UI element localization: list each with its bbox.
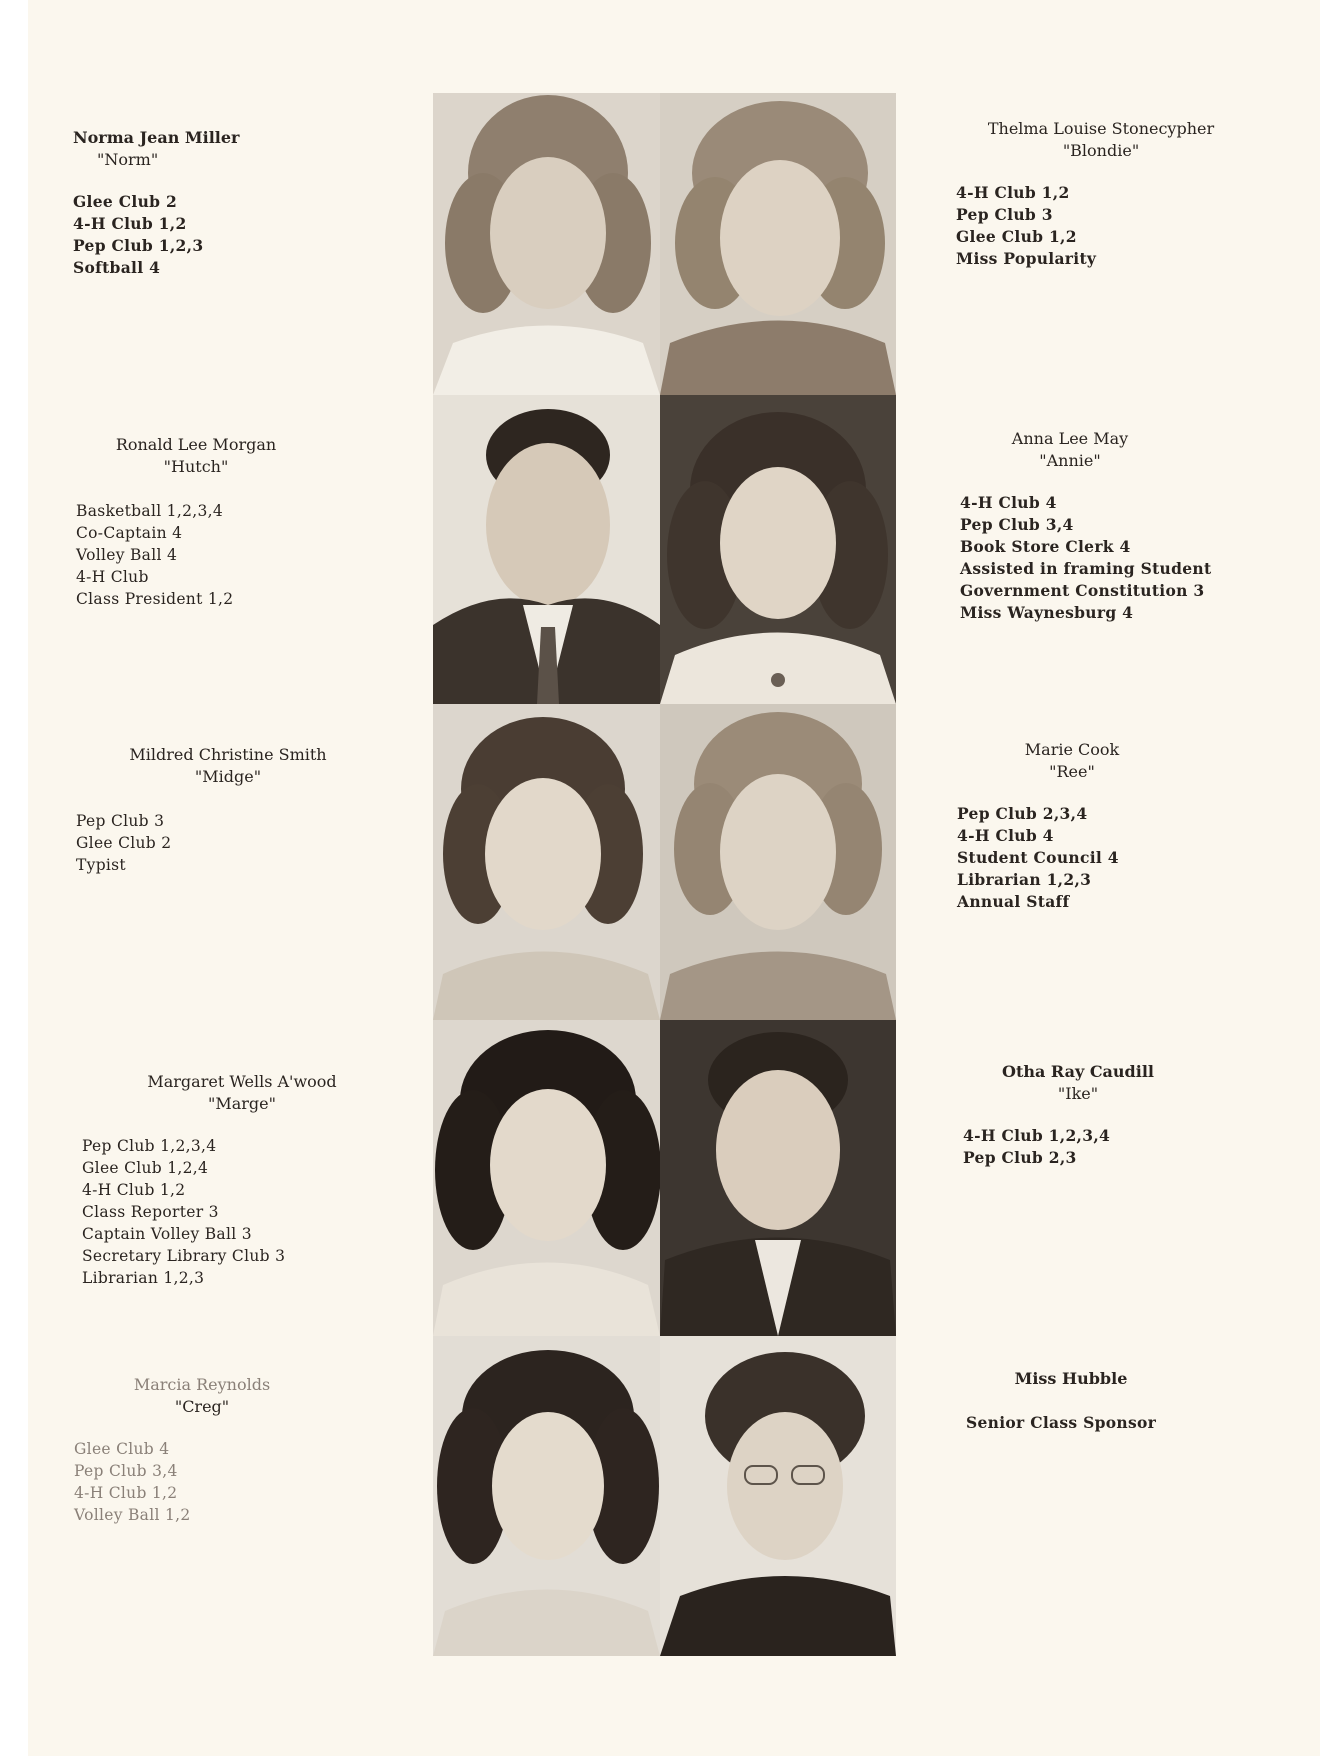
student-entry-marcia	[74, 1374, 414, 1526]
activity-item: Miss Popularity	[956, 249, 1097, 268]
activity-item: Class President 1,2	[76, 590, 234, 608]
activity-item: Captain Volley Ball 3	[82, 1225, 252, 1243]
portrait-photo-otha	[660, 1020, 896, 1336]
student-name: Margaret Wells A'wood	[147, 1072, 337, 1091]
student-entry-margaret	[82, 1071, 422, 1289]
student-name: Marcia Reynolds	[133, 1375, 271, 1394]
activity-list	[960, 492, 1300, 624]
activity-item: Softball 4	[73, 258, 161, 277]
activity-item: 4-H Club 1,2	[73, 214, 187, 233]
activity-list	[74, 1438, 414, 1526]
activity-item: Glee Club 2	[73, 192, 178, 211]
student-nickname: "Ike"	[1057, 1084, 1099, 1103]
activity-item: Pep Club 2,3	[963, 1148, 1077, 1167]
student-entry-norma	[73, 127, 373, 279]
activity-item: Basketball 1,2,3,4	[76, 502, 224, 520]
student-nickname: "Blondie"	[1062, 141, 1140, 160]
activity-item: Annual Staff	[957, 892, 1070, 911]
student-entry-thelma	[956, 118, 1296, 270]
yearbook-page	[28, 0, 1320, 1756]
activity-item: Pep Club 3,4	[74, 1462, 178, 1480]
activity-item: Pep Club 3	[76, 812, 165, 830]
portrait-photo-miss-hubble	[660, 1336, 896, 1656]
activity-item: Librarian 1,2,3	[957, 870, 1092, 889]
sponsor-title: Senior Class Sponsor	[966, 1413, 1157, 1432]
activity-item: Pep Club 3,4	[960, 515, 1074, 534]
student-name: Mildred Christine Smith	[129, 745, 327, 764]
activity-item: Book Store Clerk 4	[960, 537, 1131, 556]
activity-item: Typist	[76, 856, 126, 874]
student-name: Marie Cook	[1024, 740, 1120, 759]
activity-item: Assisted in framing Student	[960, 559, 1212, 578]
activity-item: Miss Waynesburg 4	[960, 603, 1134, 622]
activity-list	[82, 1135, 422, 1289]
activity-item: 4-H Club 1,2,3,4	[963, 1126, 1111, 1145]
activity-item: Volley Ball 4	[76, 546, 178, 564]
activity-item: 4-H Club 4	[957, 826, 1054, 845]
student-name: Otha Ray Caudill	[1002, 1062, 1154, 1081]
student-nickname: "Marge"	[208, 1094, 276, 1113]
activity-item: 4-H Club 4	[960, 493, 1057, 512]
student-name: Thelma Louise Stonecypher	[987, 119, 1215, 138]
activity-list	[73, 191, 373, 279]
activity-item: 4-H Club 1,2	[82, 1181, 186, 1199]
student-nickname: "Ree"	[1049, 762, 1095, 781]
student-name: Anna Lee May	[1011, 429, 1129, 448]
activity-list	[76, 810, 416, 876]
activity-item: Government Constitution 3	[960, 581, 1205, 600]
portrait-photo-marcia	[433, 1336, 660, 1656]
sponsor-name: Miss Hubble	[1014, 1369, 1128, 1388]
student-nickname: "Hutch"	[163, 457, 229, 476]
portrait-photo-thelma	[660, 93, 896, 395]
activity-item: Glee Club 1,2	[956, 227, 1077, 246]
student-name: Ronald Lee Morgan	[115, 435, 277, 454]
activity-item: Glee Club 4	[74, 1440, 170, 1458]
portrait-photo-marie	[660, 704, 896, 1020]
student-nickname: "Creg"	[174, 1397, 230, 1416]
activity-item: Pep Club 3	[956, 205, 1053, 224]
portrait-photo-anna	[660, 395, 896, 704]
activity-item: Glee Club 1,2,4	[82, 1159, 209, 1177]
activity-list	[76, 500, 396, 610]
portrait-photo-mildred	[433, 704, 660, 1020]
activity-list	[963, 1125, 1303, 1169]
activity-list	[956, 182, 1296, 270]
activity-item: Student Council 4	[957, 848, 1119, 867]
student-nickname: "Annie"	[1039, 451, 1101, 470]
activity-list	[957, 803, 1297, 913]
portrait-photo-norma	[433, 93, 660, 395]
activity-item: 4-H Club 1,2	[956, 183, 1070, 202]
activity-item: Co-Captain 4	[76, 524, 183, 542]
student-entry-mildred	[76, 744, 416, 876]
student-entry-anna	[960, 428, 1300, 624]
activity-item: Pep Club 2,3,4	[957, 804, 1088, 823]
student-entry-otha	[963, 1061, 1303, 1169]
portrait-photo-margaret	[433, 1020, 660, 1336]
activity-item: Pep Club 1,2,3	[73, 236, 204, 255]
sponsor-entry	[966, 1368, 1306, 1434]
activity-item: Librarian 1,2,3	[82, 1269, 205, 1287]
student-nickname: "Midge"	[194, 767, 262, 786]
activity-item: Volley Ball 1,2	[74, 1506, 191, 1524]
student-nickname: "Norm"	[97, 150, 159, 169]
activity-item: Secretary Library Club 3	[82, 1247, 286, 1265]
activity-item: Class Reporter 3	[82, 1203, 219, 1221]
portrait-photo-ronald	[433, 395, 660, 704]
activity-item: 4-H Club 1,2	[74, 1484, 178, 1502]
activity-item: Pep Club 1,2,3,4	[82, 1137, 217, 1155]
student-entry-ronald	[76, 434, 396, 610]
student-entry-marie	[957, 739, 1297, 913]
activity-item: Glee Club 2	[76, 834, 172, 852]
student-name: Norma Jean Miller	[73, 128, 240, 147]
activity-item: 4-H Club	[76, 568, 149, 586]
